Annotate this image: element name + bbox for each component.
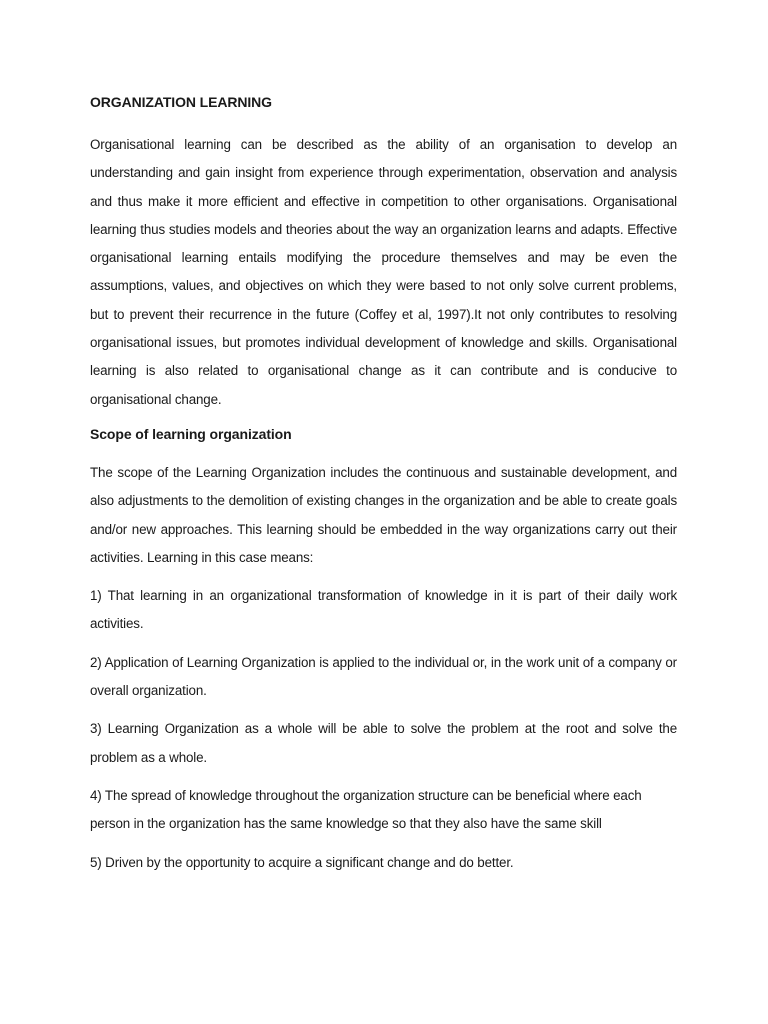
list-item: 4) The spread of knowledge throughout the organization structure can be beneficial where each person in the organization has the same knowledge so that they also have the same skill	[90, 787, 642, 832]
list-item: 3) Learning Organization as a whole will be able to solve the problem at the root and solve the problem as a whole.	[90, 721, 677, 765]
scope-paragraph: The scope of the Learning Organization includes the continuous and sustainable development, and also adjustments to the demolition of existing changes in the organization and be able to create goals and/or new approaches. This learning should be embedded in the way organizations carry out their activities. Learning in this case means:	[90, 464, 677, 565]
list-item: 2) Application of Learning Organization is applied to the individual or, in the work unit of a company or overall organization.	[90, 654, 677, 699]
document-page	[90, 93, 677, 887]
list-item: 5) Driven by the opportunity to acquire a significant change and do better.	[90, 854, 514, 870]
list-item: 1) That learning in an organizational transformation of knowledge in it is part of their daily work activities.	[90, 588, 677, 632]
intro-paragraph: Organisational learning can be described as the ability of an organisation to develop an understanding and gain insight from experience through experimentation, observation and analysis and thus make it more efficient and effective in competition to other organisations. Organisational learning thus studies models and theories about the way an organization learns and adapts. Effective organisational learning entails modifying the procedure themselves and may be even the assumptions, values, and objectives on which they were based to not only solve current problems, but to prevent their recurrence in the future (Coffey et al, 1997).It not only contributes to resolving organisational issues, but promotes individual development of knowledge and skills. Organisational learning is also related to organisational change as it can contribute and is conducive to organisational change.	[90, 137, 677, 407]
document-title: ORGANIZATION LEARNING	[90, 94, 272, 110]
section-heading: Scope of learning organization	[90, 425, 292, 442]
